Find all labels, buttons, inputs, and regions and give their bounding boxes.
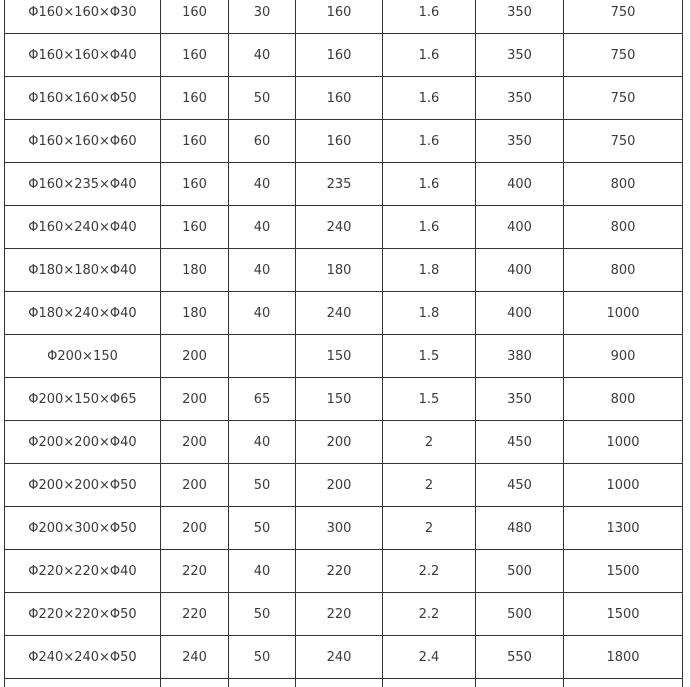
value-cell: 200 [161,378,229,421]
value-cell: 350 [476,34,564,77]
value-cell: 2.2 [383,593,476,636]
value-cell: 180 [161,292,229,335]
value-cell: 160 [161,0,229,34]
value-cell: 1500 [564,593,683,636]
value-cell: 750 [564,77,683,120]
table-row [5,421,683,464]
value-cell: 2.2 [383,550,476,593]
value-cell [229,335,296,378]
value-cell: 400 [476,206,564,249]
table-row [5,77,683,120]
value-cell: 350 [476,120,564,163]
table-row [5,464,683,507]
value-cell: 500 [476,550,564,593]
value-cell: 1000 [564,292,683,335]
value-cell: 400 [476,292,564,335]
value-cell: 220 [296,550,383,593]
value-cell: 380 [476,335,564,378]
value-cell: 235 [296,163,383,206]
spec-cell: Φ200×150 [5,335,161,378]
value-cell: 180 [161,249,229,292]
value-cell [296,679,383,687]
value-cell: 200 [296,464,383,507]
value-cell: 1.6 [383,120,476,163]
value-cell: 160 [161,120,229,163]
value-cell: 550 [476,636,564,679]
value-cell: 40 [229,206,296,249]
value-cell: 350 [476,77,564,120]
value-cell: 2.4 [383,636,476,679]
value-cell: 240 [296,292,383,335]
spec-cell: Φ180×180×Φ40 [5,249,161,292]
value-cell: 800 [564,206,683,249]
value-cell: 800 [564,378,683,421]
value-cell: 1000 [564,464,683,507]
table-row [5,120,683,163]
table-row [5,206,683,249]
value-cell: 1.6 [383,34,476,77]
value-cell: 40 [229,550,296,593]
table-row [5,163,683,206]
spec-cell: Φ180×240×Φ40 [5,292,161,335]
value-cell: 1.5 [383,335,476,378]
spec-cell: Φ220×220×Φ50 [5,593,161,636]
value-cell: 400 [476,163,564,206]
table-row [5,679,683,687]
value-cell: 2 [383,464,476,507]
value-cell: 480 [476,507,564,550]
value-cell: 500 [476,593,564,636]
spec-cell: Φ160×160×Φ60 [5,120,161,163]
value-cell: 30 [229,0,296,34]
value-cell: 1.8 [383,292,476,335]
spec-table [4,0,683,687]
spec-cell: Φ200×200×Φ50 [5,464,161,507]
value-cell: 750 [564,120,683,163]
value-cell: 240 [296,206,383,249]
value-cell: 2 [383,507,476,550]
value-cell [383,679,476,687]
value-cell: 350 [476,378,564,421]
value-cell: 160 [161,34,229,77]
spec-cell: Φ200×200×Φ40 [5,421,161,464]
value-cell: 220 [161,550,229,593]
value-cell: 200 [296,421,383,464]
value-cell: 50 [229,77,296,120]
value-cell: 1.6 [383,163,476,206]
spec-cell: Φ160×160×Φ50 [5,77,161,120]
value-cell: 160 [161,206,229,249]
value-cell: 50 [229,636,296,679]
value-cell: 750 [564,0,683,34]
value-cell [564,679,683,687]
value-cell: 40 [229,34,296,77]
spec-cell: Φ200×300×Φ50 [5,507,161,550]
spec-cell: Φ220×220×Φ40 [5,550,161,593]
value-cell: 750 [564,34,683,77]
value-cell: 40 [229,421,296,464]
value-cell: 2 [383,421,476,464]
table-row [5,292,683,335]
value-cell: 200 [161,335,229,378]
value-cell: 900 [564,335,683,378]
value-cell [161,679,229,687]
value-cell: 220 [161,593,229,636]
value-cell: 150 [296,335,383,378]
value-cell: 60 [229,120,296,163]
value-cell: 300 [296,507,383,550]
value-cell: 1800 [564,636,683,679]
value-cell: 1.5 [383,378,476,421]
value-cell: 200 [161,464,229,507]
spec-cell: Φ160×160×Φ30 [5,0,161,34]
value-cell: 160 [161,77,229,120]
value-cell: 50 [229,464,296,507]
table-row [5,249,683,292]
value-cell: 65 [229,378,296,421]
spec-cell [5,679,161,687]
spec-cell: Φ160×240×Φ40 [5,206,161,249]
value-cell: 40 [229,249,296,292]
value-cell: 220 [296,593,383,636]
value-cell: 50 [229,507,296,550]
table-row [5,335,683,378]
value-cell: 160 [296,120,383,163]
spec-cell: Φ240×240×Φ50 [5,636,161,679]
value-cell: 240 [296,636,383,679]
value-cell: 1.6 [383,206,476,249]
value-cell: 200 [161,507,229,550]
table-row [5,378,683,421]
value-cell: 1000 [564,421,683,464]
value-cell [476,679,564,687]
value-cell: 160 [296,0,383,34]
value-cell: 450 [476,421,564,464]
value-cell [229,679,296,687]
table-row [5,0,683,34]
table-row [5,507,683,550]
table-row [5,593,683,636]
value-cell: 1.6 [383,0,476,34]
spec-cell: Φ200×150×Φ65 [5,378,161,421]
value-cell: 400 [476,249,564,292]
value-cell: 350 [476,0,564,34]
value-cell: 1500 [564,550,683,593]
table-row [5,550,683,593]
value-cell: 800 [564,163,683,206]
value-cell: 240 [161,636,229,679]
value-cell: 450 [476,464,564,507]
spec-cell: Φ160×160×Φ40 [5,34,161,77]
value-cell: 800 [564,249,683,292]
value-cell: 1300 [564,507,683,550]
table-row [5,636,683,679]
value-cell: 50 [229,593,296,636]
table-row [5,34,683,77]
value-cell: 160 [161,163,229,206]
spec-cell: Φ160×235×Φ40 [5,163,161,206]
value-cell: 180 [296,249,383,292]
value-cell: 40 [229,163,296,206]
value-cell: 160 [296,77,383,120]
value-cell: 1.8 [383,249,476,292]
value-cell: 150 [296,378,383,421]
value-cell: 1.6 [383,77,476,120]
value-cell: 40 [229,292,296,335]
value-cell: 160 [296,34,383,77]
value-cell: 200 [161,421,229,464]
